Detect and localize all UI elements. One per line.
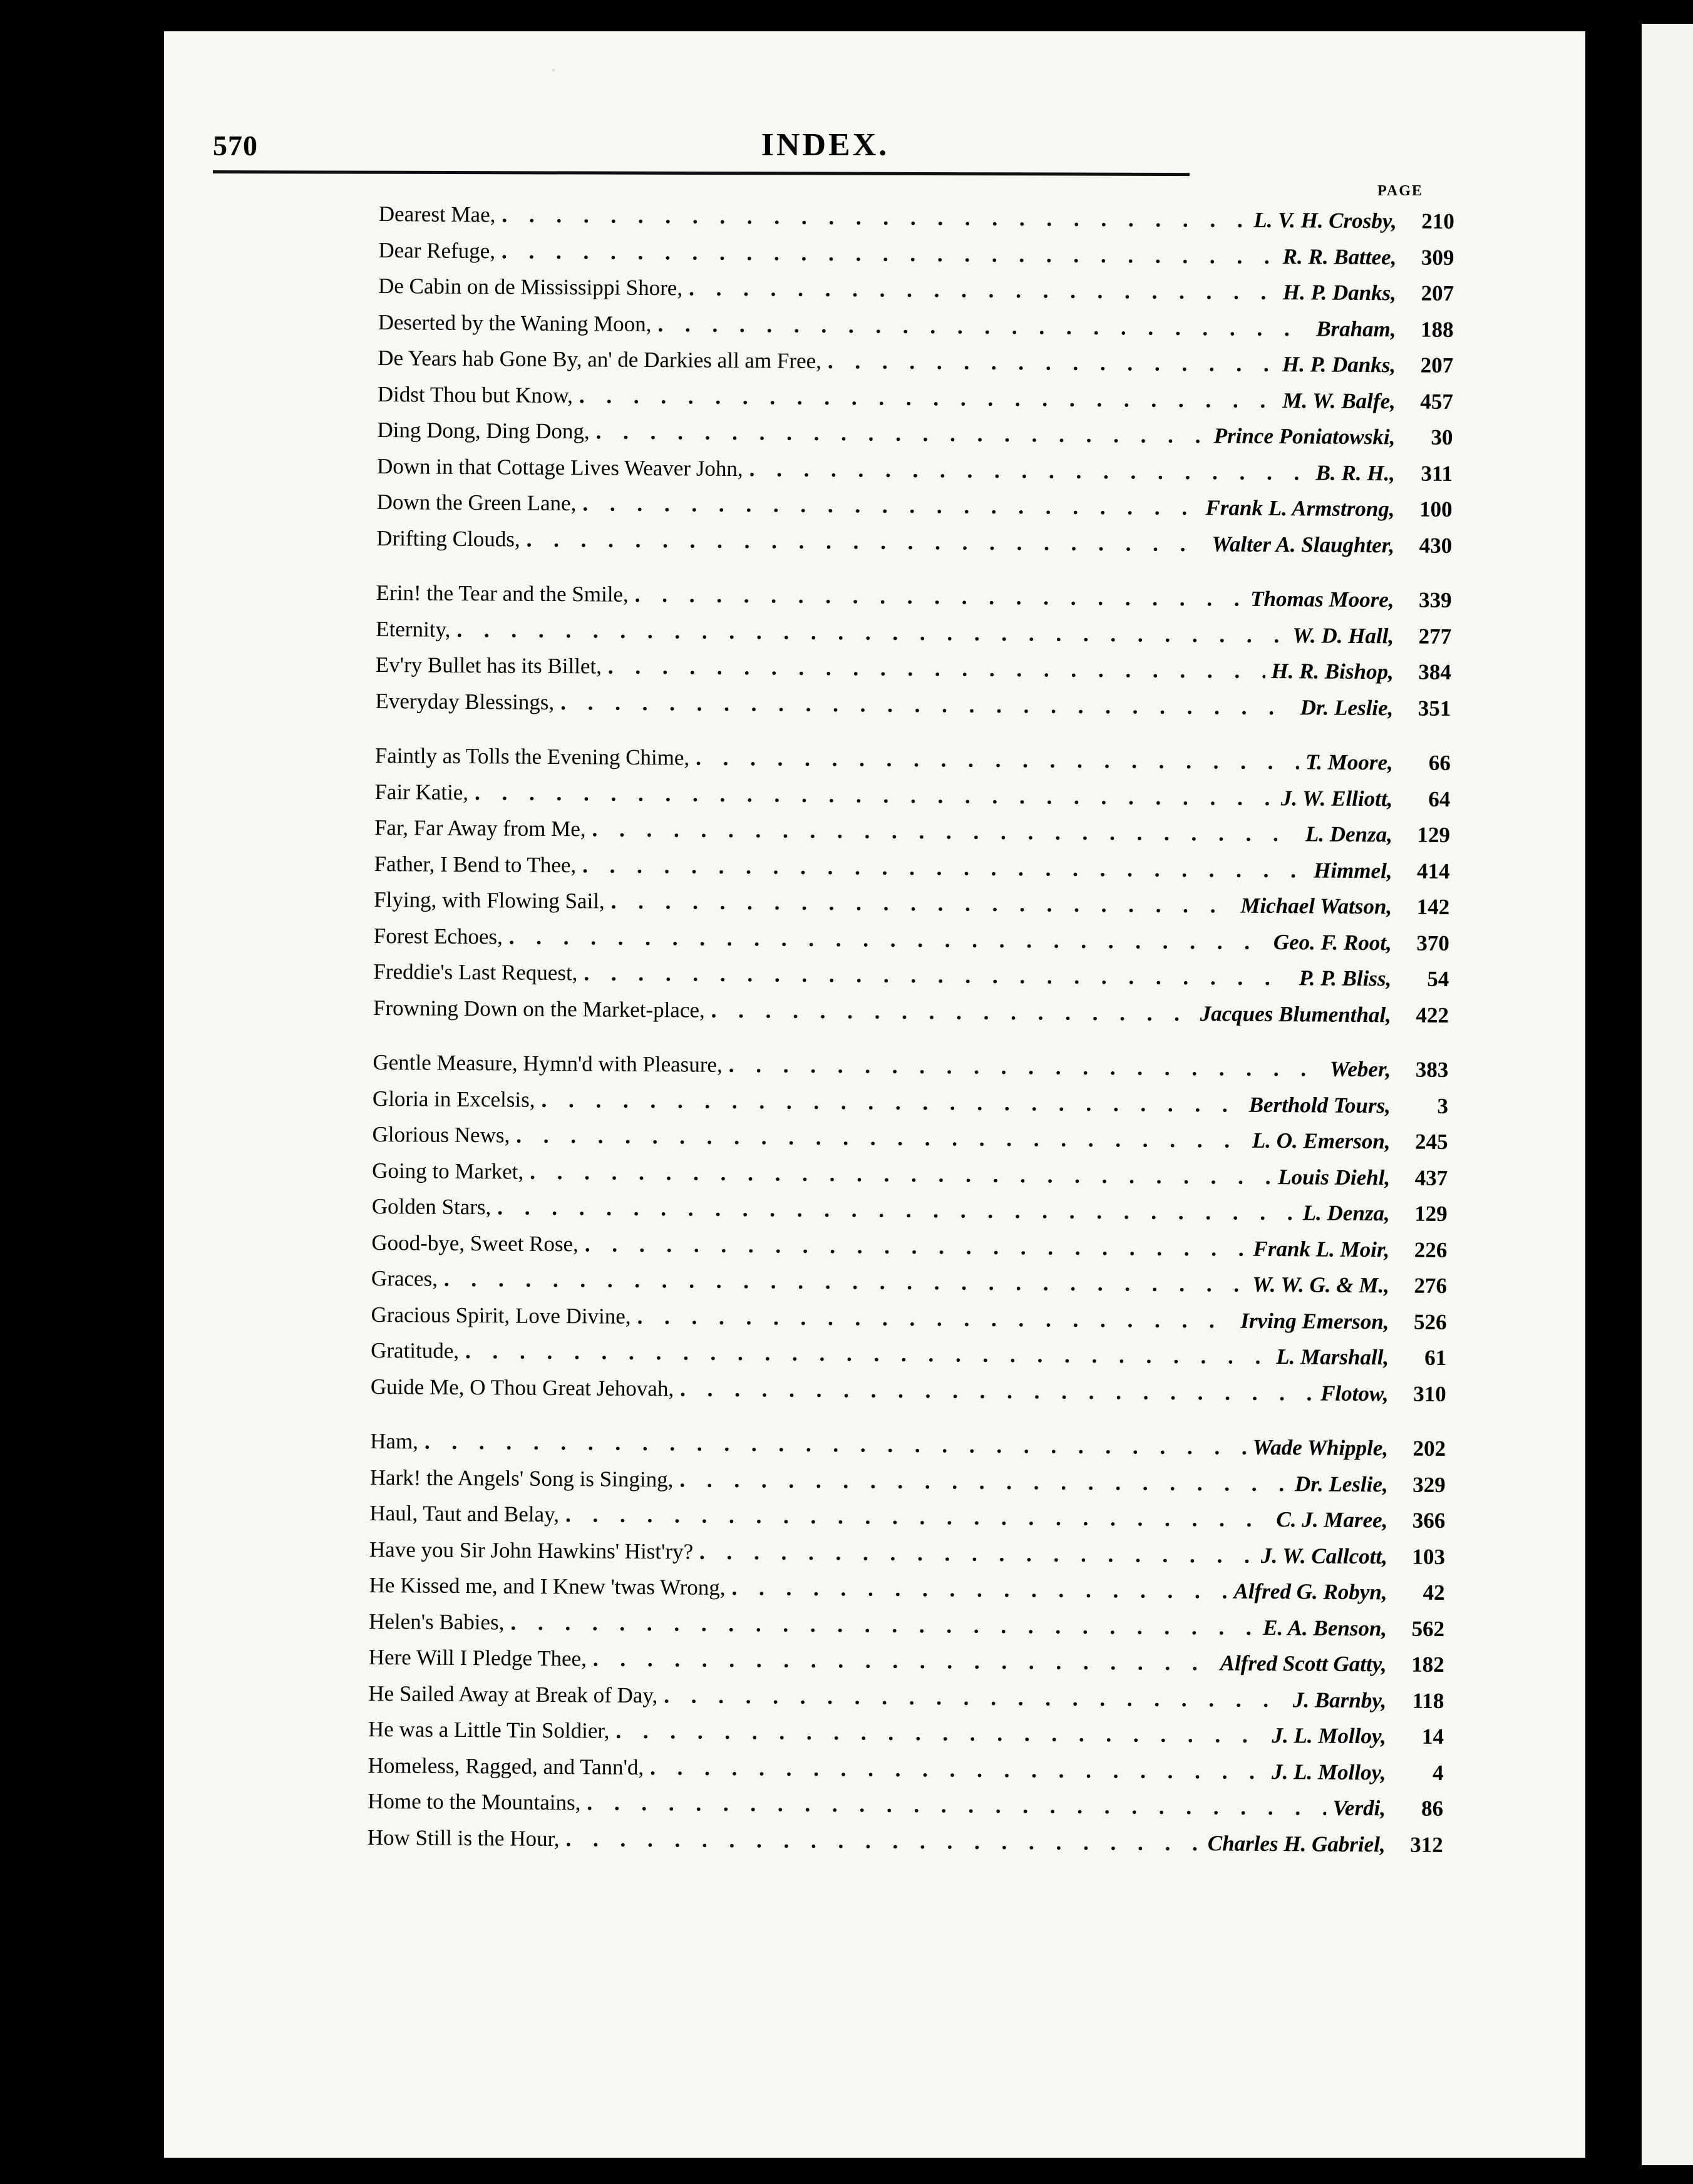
dot-leader [527, 527, 1206, 557]
song-title: Good-bye, Sweet Rose, [371, 1230, 579, 1256]
page-number: 570 [213, 130, 258, 162]
composer-name: L. Denza, [1302, 1200, 1390, 1226]
song-title: He Kissed me, and I Knew 'twas Wrong, [369, 1572, 726, 1600]
composer-name: Dr. Leslie, [1294, 1471, 1388, 1496]
dot-leader [582, 853, 1307, 883]
song-title: Ding Dong, Ding Dong, [377, 417, 590, 444]
dot-leader [582, 491, 1199, 520]
dot-leader [465, 1339, 1270, 1369]
page-reference: 422 [1416, 1002, 1449, 1028]
composer-name: E. A. Benson, [1262, 1615, 1387, 1641]
composer-name: C. J. Maree, [1276, 1507, 1388, 1533]
dot-leader [425, 1429, 1247, 1460]
dot-leader [679, 1467, 1289, 1496]
song-title: Forest Echoes, [373, 923, 503, 949]
dot-leader [497, 1195, 1297, 1225]
composer-name: Frank L. Moir, [1253, 1236, 1390, 1262]
composer-name: H. R. Bishop, [1271, 658, 1394, 684]
song-title: Fair Katie, [374, 779, 469, 805]
composer-name: T. Moore, [1305, 749, 1393, 775]
page-reference: 42 [1423, 1580, 1445, 1605]
dot-leader [579, 383, 1277, 413]
dot-leader [637, 1304, 1235, 1333]
composer-name: J. W. Callcott, [1260, 1543, 1388, 1568]
song-title: Going to Market, [372, 1158, 524, 1184]
composer-name: J. W. Elliott, [1280, 785, 1393, 811]
dot-leader [456, 617, 1286, 647]
song-title: Dear Refuge, [378, 237, 496, 263]
song-title: Dearest Mae, [378, 202, 496, 227]
song-title: Homeless, Ragged, and Tann'd, [368, 1753, 644, 1780]
page-reference: 312 [1410, 1832, 1443, 1857]
song-title: Gloria in Excelsis, [372, 1086, 535, 1112]
song-title: Far, Far Away from Me, [374, 815, 586, 842]
composer-name: M. W. Balfe, [1282, 388, 1396, 413]
page-reference: 437 [1414, 1165, 1448, 1190]
song-title: Have you Sir John Hawkins' Hist'ry? [369, 1537, 694, 1564]
composer-name: Verdi, [1332, 1795, 1386, 1821]
running-head: INDEX. [761, 127, 890, 163]
song-title: Down in that Cottage Lives Weaver John, [376, 453, 743, 481]
page-reference: 457 [1420, 389, 1453, 414]
page-reference: 66 [1428, 750, 1451, 775]
composer-name: Wade Whipple, [1252, 1435, 1389, 1461]
composer-name: W. D. Hall, [1292, 622, 1394, 648]
song-title: Freddie's Last Request, [373, 959, 578, 986]
dot-leader [729, 1053, 1324, 1082]
dot-leader [592, 816, 1299, 847]
song-title: De Cabin on de Mississippi Shore, [378, 273, 683, 301]
dot-leader [502, 202, 1247, 232]
dot-leader [565, 1826, 1202, 1856]
adjacent-page-edge [1642, 24, 1693, 2165]
dot-leader [444, 1267, 1247, 1297]
dot-leader [731, 1575, 1227, 1604]
song-title: Gratitude, [371, 1337, 460, 1363]
dot-leader [699, 1539, 1255, 1568]
song-title: Golden Stars, [371, 1193, 491, 1220]
song-title: Haul, Taut and Belay, [369, 1500, 560, 1527]
dot-leader [587, 1790, 1326, 1820]
page-reference: 414 [1416, 858, 1450, 883]
page-reference: 207 [1420, 353, 1454, 378]
page-reference: 277 [1418, 624, 1452, 649]
page-reference: 311 [1421, 461, 1453, 486]
page-reference: 30 [1431, 425, 1453, 450]
page-reference: 226 [1414, 1237, 1448, 1262]
dot-leader [657, 312, 1310, 341]
song-title: Gentle Measure, Hymn'd with Pleasure, [373, 1049, 723, 1077]
composer-name: Thomas Moore, [1250, 586, 1394, 612]
composer-name: Frank L. Armstrong, [1205, 495, 1395, 522]
song-title: Guide Me, O Thou Great Jehovah, [370, 1374, 674, 1401]
song-title: Drifting Clouds, [376, 525, 520, 552]
page-reference: 383 [1415, 1057, 1449, 1082]
composer-name: J. L. Molloy, [1272, 1723, 1387, 1749]
song-title: Everyday Blessings, [375, 688, 555, 714]
page-reference: 182 [1411, 1652, 1444, 1677]
dot-leader [596, 419, 1208, 448]
dot-leader [689, 276, 1277, 305]
dot-leader [565, 1502, 1270, 1532]
song-title: Ev'ry Bullet has its Billet, [375, 652, 602, 679]
composer-name: P. P. Bliss, [1299, 966, 1392, 991]
composer-name: J. L. Molloy, [1271, 1759, 1386, 1785]
page-reference: 3 [1437, 1093, 1449, 1118]
page-reference: 103 [1412, 1544, 1446, 1569]
dot-leader [502, 239, 1277, 269]
dot-leader [635, 582, 1245, 612]
composer-name: Irving Emerson, [1240, 1308, 1389, 1334]
song-title: Faintly as Tolls the Evening Chime, [374, 743, 690, 770]
dot-leader [475, 780, 1275, 811]
composer-name: H. P. Danks, [1282, 280, 1397, 306]
page-reference: 202 [1413, 1436, 1446, 1461]
dot-leader [510, 1610, 1257, 1640]
song-title: Helen's Babies, [369, 1609, 505, 1634]
song-title: Ham, [370, 1428, 419, 1454]
page-reference: 351 [1418, 696, 1451, 721]
composer-name: W. W. G. & M., [1252, 1272, 1390, 1298]
dot-leader [560, 690, 1294, 720]
dot-leader [541, 1087, 1242, 1117]
index-letter-group [373, 743, 1451, 1039]
index-entry [376, 525, 1452, 569]
page-header [213, 125, 1438, 175]
page-reference: 64 [1428, 786, 1451, 811]
composer-name: Himmel, [1314, 857, 1392, 883]
song-title: Hark! the Angels' Song is Singing, [369, 1465, 674, 1491]
page-reference: 526 [1413, 1309, 1447, 1334]
composer-name: Michael Watson, [1240, 893, 1392, 919]
song-title: Glorious News, [372, 1121, 510, 1148]
composer-name: Walter A. Slaughter, [1212, 531, 1395, 557]
page-reference: 370 [1416, 930, 1449, 956]
song-title: He Sailed Away at Break of Day, [368, 1681, 658, 1708]
page-reference: 142 [1416, 894, 1450, 919]
song-title: Frowning Down on the Market-place, [373, 995, 705, 1022]
page-reference: 54 [1427, 966, 1449, 991]
song-title: Didst Thou but Know, [377, 381, 574, 408]
index-letter-group [371, 1050, 1449, 1418]
composer-name: R. R. Battee, [1282, 244, 1397, 269]
composer-name: J. Barnby, [1292, 1687, 1387, 1713]
print-speck [552, 69, 555, 71]
song-title: Home to the Mountains, [368, 1788, 581, 1815]
composer-name: L. O. Emerson, [1252, 1128, 1391, 1154]
page-reference: 384 [1418, 659, 1451, 684]
composer-name: Alfred Scott Gatty, [1220, 1651, 1387, 1677]
dot-leader [593, 1646, 1214, 1676]
dot-leader [611, 889, 1235, 919]
composer-name: Braham, [1316, 316, 1396, 341]
composer-name: Prince Poniatowski, [1213, 423, 1396, 450]
dot-leader [664, 1683, 1287, 1713]
page-reference: 562 [1411, 1616, 1445, 1641]
index-entry [371, 1374, 1446, 1417]
song-title: Here Will I Pledge Thee, [368, 1644, 587, 1671]
index-entries [367, 202, 1454, 1887]
song-title: Flying, with Flowing Sail, [374, 887, 605, 914]
index-entry [373, 995, 1449, 1038]
page-reference: 210 [1421, 209, 1454, 234]
page-reference: 61 [1424, 1345, 1447, 1370]
composer-name: L. Marshall, [1276, 1344, 1389, 1370]
page-reference: 188 [1420, 317, 1454, 342]
index-letter-group [375, 580, 1452, 732]
page-reference: 129 [1414, 1201, 1448, 1226]
song-title: Gracious Spirit, Love Divine, [371, 1302, 631, 1329]
dot-leader [585, 1232, 1247, 1261]
song-title: How Still is the Hour, [367, 1825, 560, 1851]
dot-leader [828, 349, 1276, 377]
composer-name: L. V. H. Crosby, [1253, 207, 1397, 234]
page-reference: 309 [1421, 245, 1454, 270]
index-entry [367, 1825, 1443, 1868]
composer-name: Alfred G. Robyn, [1233, 1579, 1387, 1605]
song-title: Deserted by the Waning Moon, [378, 309, 652, 336]
dot-leader [584, 961, 1293, 991]
page-reference: 430 [1419, 533, 1453, 558]
page-reference: 118 [1412, 1688, 1444, 1713]
song-title: He was a Little Tin Soldier, [368, 1716, 610, 1743]
page-reference: 366 [1412, 1508, 1446, 1533]
dot-leader [650, 1755, 1265, 1785]
song-title: Eternity, [376, 616, 451, 642]
dot-leader [516, 1123, 1246, 1153]
page-reference: 245 [1414, 1129, 1448, 1154]
page-reference: 310 [1413, 1381, 1446, 1406]
page-reference: 4 [1432, 1760, 1444, 1785]
composer-name: B. R. H., [1315, 460, 1396, 485]
index-entry [375, 688, 1451, 731]
composer-name: Louis Diehl, [1278, 1164, 1391, 1190]
song-title: Graces, [371, 1265, 438, 1291]
composer-name: L. Denza, [1305, 822, 1393, 847]
page-reference: 207 [1421, 281, 1454, 306]
page-reference: 276 [1414, 1273, 1448, 1298]
dot-leader [680, 1376, 1314, 1406]
page-reference: 100 [1419, 497, 1453, 522]
dot-leader [530, 1159, 1272, 1189]
composer-name: Flotow, [1320, 1381, 1389, 1406]
page-reference: 129 [1417, 822, 1451, 847]
index-letter-group [367, 1429, 1446, 1868]
page-reference: 86 [1421, 1796, 1444, 1821]
page-reference: 339 [1418, 587, 1452, 612]
page-reference: 329 [1413, 1472, 1446, 1497]
dot-leader [509, 924, 1267, 954]
composer-name: Dr. Leslie, [1300, 694, 1394, 720]
composer-name: Berthold Tours, [1248, 1092, 1391, 1118]
dot-leader [615, 1719, 1265, 1748]
dot-leader [711, 997, 1194, 1026]
dot-leader [696, 746, 1299, 775]
song-title: Erin! the Tear and the Smile, [376, 580, 629, 607]
page-reference: 14 [1421, 1724, 1444, 1749]
composer-name: H. P. Danks, [1282, 352, 1396, 378]
composer-name: Weber, [1329, 1056, 1391, 1082]
song-title: Down the Green Lane, [376, 489, 577, 516]
dot-leader [608, 654, 1265, 684]
composer-name: Jacques Blumenthal, [1200, 1001, 1392, 1027]
page-column-label: PAGE [1377, 183, 1423, 199]
composer-name: Charles H. Gabriel, [1207, 1830, 1386, 1857]
song-title: Father, I Bend to Thee, [374, 851, 577, 877]
song-title: De Years hab Gone By, an' de Darkies all am Free, [378, 345, 822, 373]
index-letter-group [376, 202, 1454, 569]
composer-name: Geo. F. Root, [1273, 929, 1392, 955]
dot-leader [749, 456, 1310, 485]
